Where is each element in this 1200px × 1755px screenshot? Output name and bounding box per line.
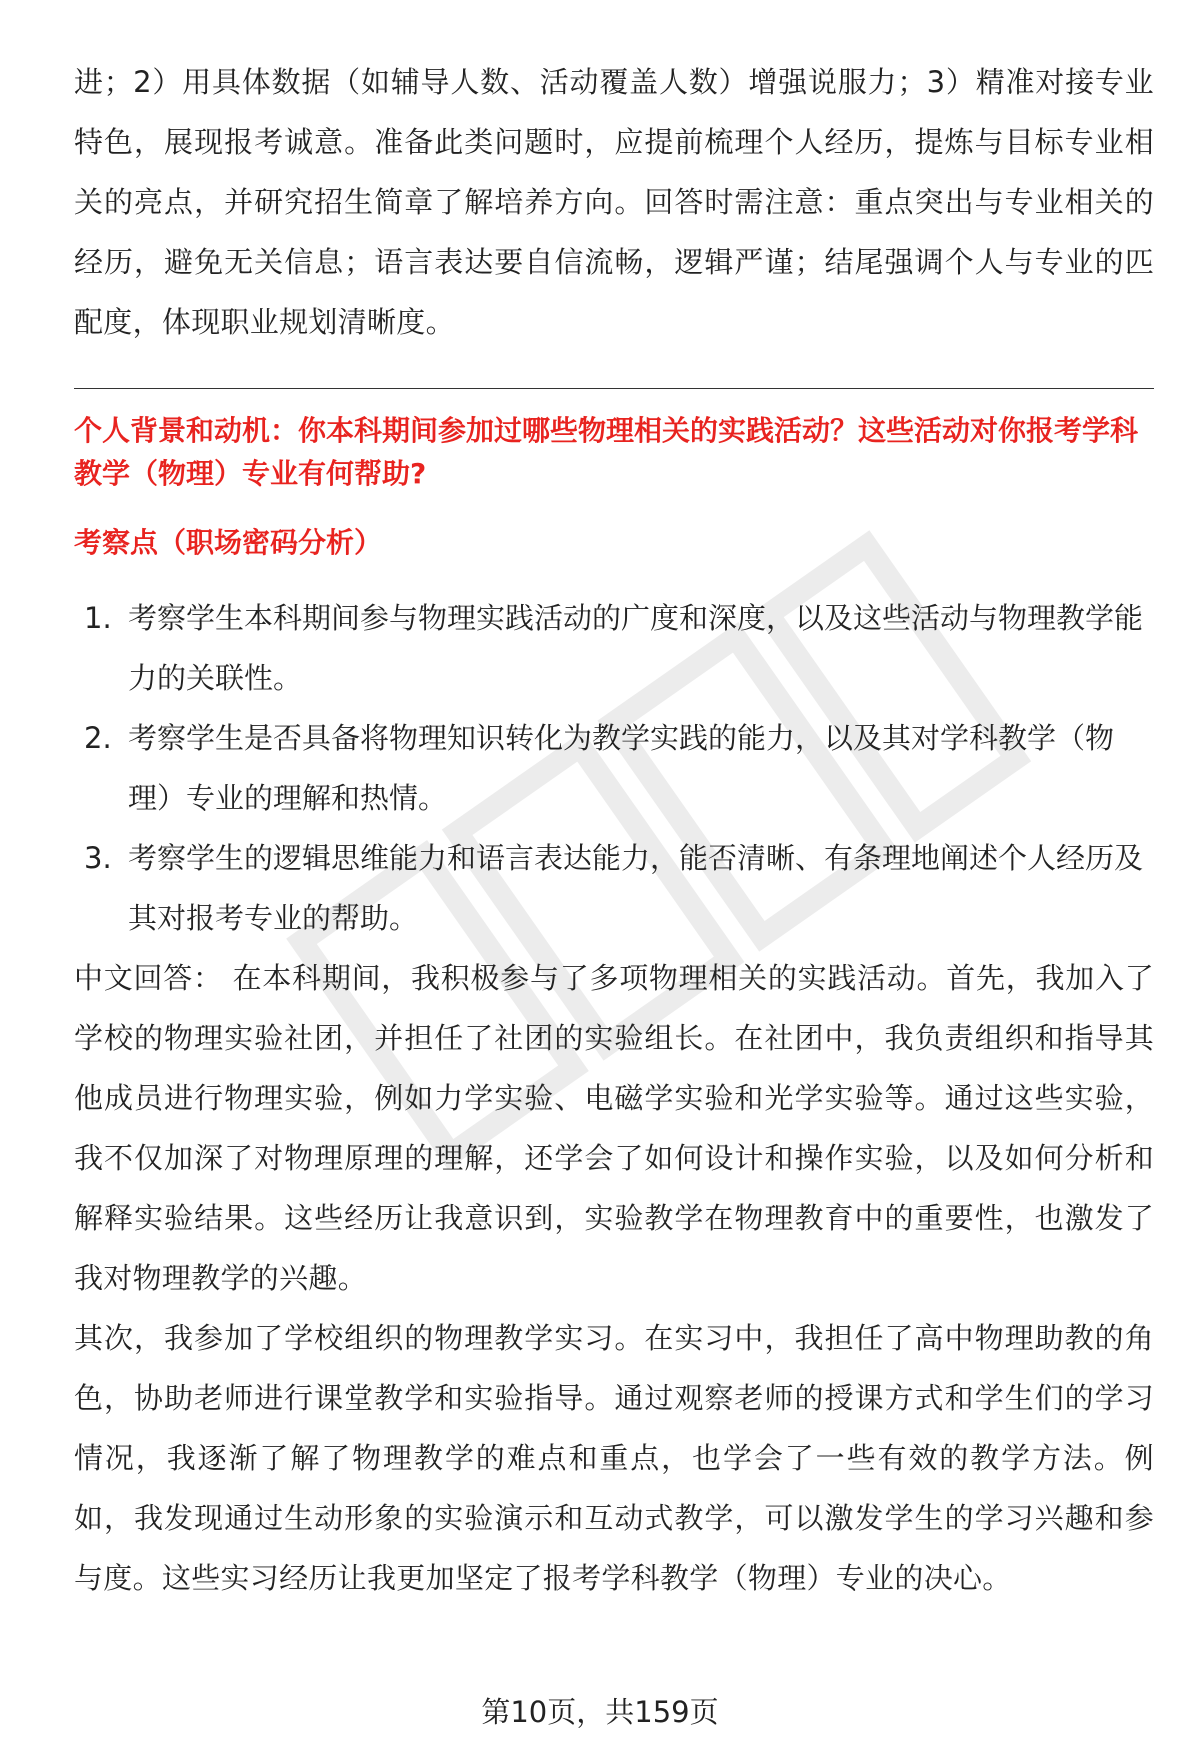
analysis-subheading: 考察点（职场密码分析） xyxy=(74,526,383,559)
list-item xyxy=(74,588,1154,708)
answer-paragraph-1: 中文回答： 在本科期间，我积极参与了多项物理相关的实践活动。首先，我加入了学校的物理实验社团，并担任了社团的实验组长。在社团中，我负责组织和指导其他成员进行物理实验，例如力学实验、电磁学实验和光学实验等。通过这些实验，我不仅加深了对物理原理的理解，还学会了如何设计和操作实验，以及如何分析和解释实验结果。这些经历让我意识到，实验教学在物理教育中的重要性，也激发了我对物理教学的兴趣。 xyxy=(74,961,1154,1295)
list-item xyxy=(74,708,1154,828)
list-item xyxy=(74,828,1154,948)
page-number: 第10页，共159页 xyxy=(481,1695,719,1729)
document-body xyxy=(74,52,1154,1608)
list-item-number: 1. xyxy=(84,601,112,635)
answer-paragraph-2: 其次，我参加了学校组织的物理教学实习。在实习中，我担任了高中物理助教的角色，协助老师进行课堂教学和实验指导。通过观察老师的授课方式和学生们的学习情况，我逐渐了解了物理教学的难点和重点，也学会了一些有效的教学方法。例如，我发现通过生动形象的实验演示和互动式教学，可以激发学生的学习兴趣和参与度。这些实习经历让我更加坚定了报考学科教学（物理）专业的决心。 xyxy=(74,1321,1154,1595)
list-item-text: 考察学生是否具备将物理知识转化为教学实践的能力，以及其对学科教学（物理）专业的理解和热情。 xyxy=(128,721,1115,815)
list-item-text: 考察学生的逻辑思维能力和语言表达能力，能否清晰、有条理地阐述个人经历及其对报考专业的帮助。 xyxy=(128,841,1144,935)
list-item-text: 考察学生本科期间参与物理实践活动的广度和深度，以及这些活动与物理教学能力的关联性。 xyxy=(128,601,1144,695)
question-heading: 个人背景和动机：你本科期间参加过哪些物理相关的实践活动？这些活动对你报考学科教学（物理）专业有何帮助? xyxy=(74,414,1139,490)
list-item-number: 2. xyxy=(84,721,112,755)
analysis-points-list xyxy=(74,588,1154,948)
section-divider xyxy=(74,388,1154,389)
intro-paragraph: 进；2）用具体数据（如辅导人数、活动覆盖人数）增强说服力；3）精准对接专业特色，展现报考诚意。准备此类问题时，应提前梳理个人经历，提炼与目标专业相关的亮点，并研究招生简章了解培养方向。回答时需注意：重点突出与专业相关的经历，避免无关信息；语言表达要自信流畅，逻辑严谨；结尾强调个人与专业的匹配度，体现职业规划清晰度。 xyxy=(74,65,1154,339)
list-item-number: 3. xyxy=(84,841,112,875)
